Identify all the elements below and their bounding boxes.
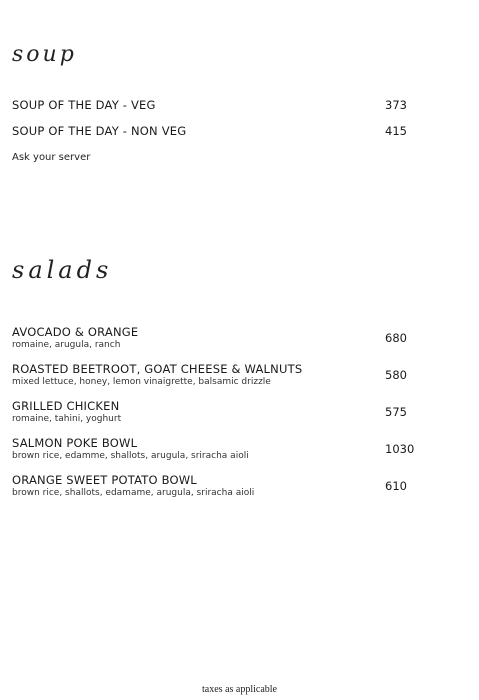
item-price: 373 (385, 98, 407, 112)
item-description: brown rice, edamme, shallots, arugula, sriracha aioli (12, 451, 249, 461)
taxes-footer: taxes as applicable (202, 684, 277, 695)
salads-section-heading: salads (12, 256, 113, 284)
soup-note: Ask your server (12, 152, 91, 163)
item-name: ROASTED BEETROOT, GOAT CHEESE & WALNUTS (12, 362, 303, 376)
item-name: SOUP OF THE DAY - NON VEG (12, 124, 187, 138)
item-name: SOUP OF THE DAY - VEG (12, 98, 156, 112)
item-name: GRILLED CHICKEN (12, 399, 120, 413)
item-description: romaine, arugula, ranch (12, 340, 121, 350)
item-description: brown rice, shallots, edamame, arugula, sriracha aioli (12, 488, 255, 498)
item-price: 680 (385, 331, 407, 345)
item-price: 1030 (385, 442, 415, 456)
item-price: 580 (385, 368, 407, 382)
item-description: mixed lettuce, honey, lemon vinaigrette, balsamic drizzle (12, 377, 271, 387)
soup-section-heading: soup (12, 42, 77, 67)
item-price: 415 (385, 124, 407, 138)
item-description: romaine, tahini, yoghurt (12, 414, 122, 424)
item-price: 610 (385, 479, 407, 493)
item-name: ORANGE SWEET POTATO BOWL (12, 473, 197, 487)
item-name: AVOCADO & ORANGE (12, 325, 139, 339)
item-price: 575 (385, 405, 407, 419)
item-name: SALMON POKE BOWL (12, 436, 138, 450)
